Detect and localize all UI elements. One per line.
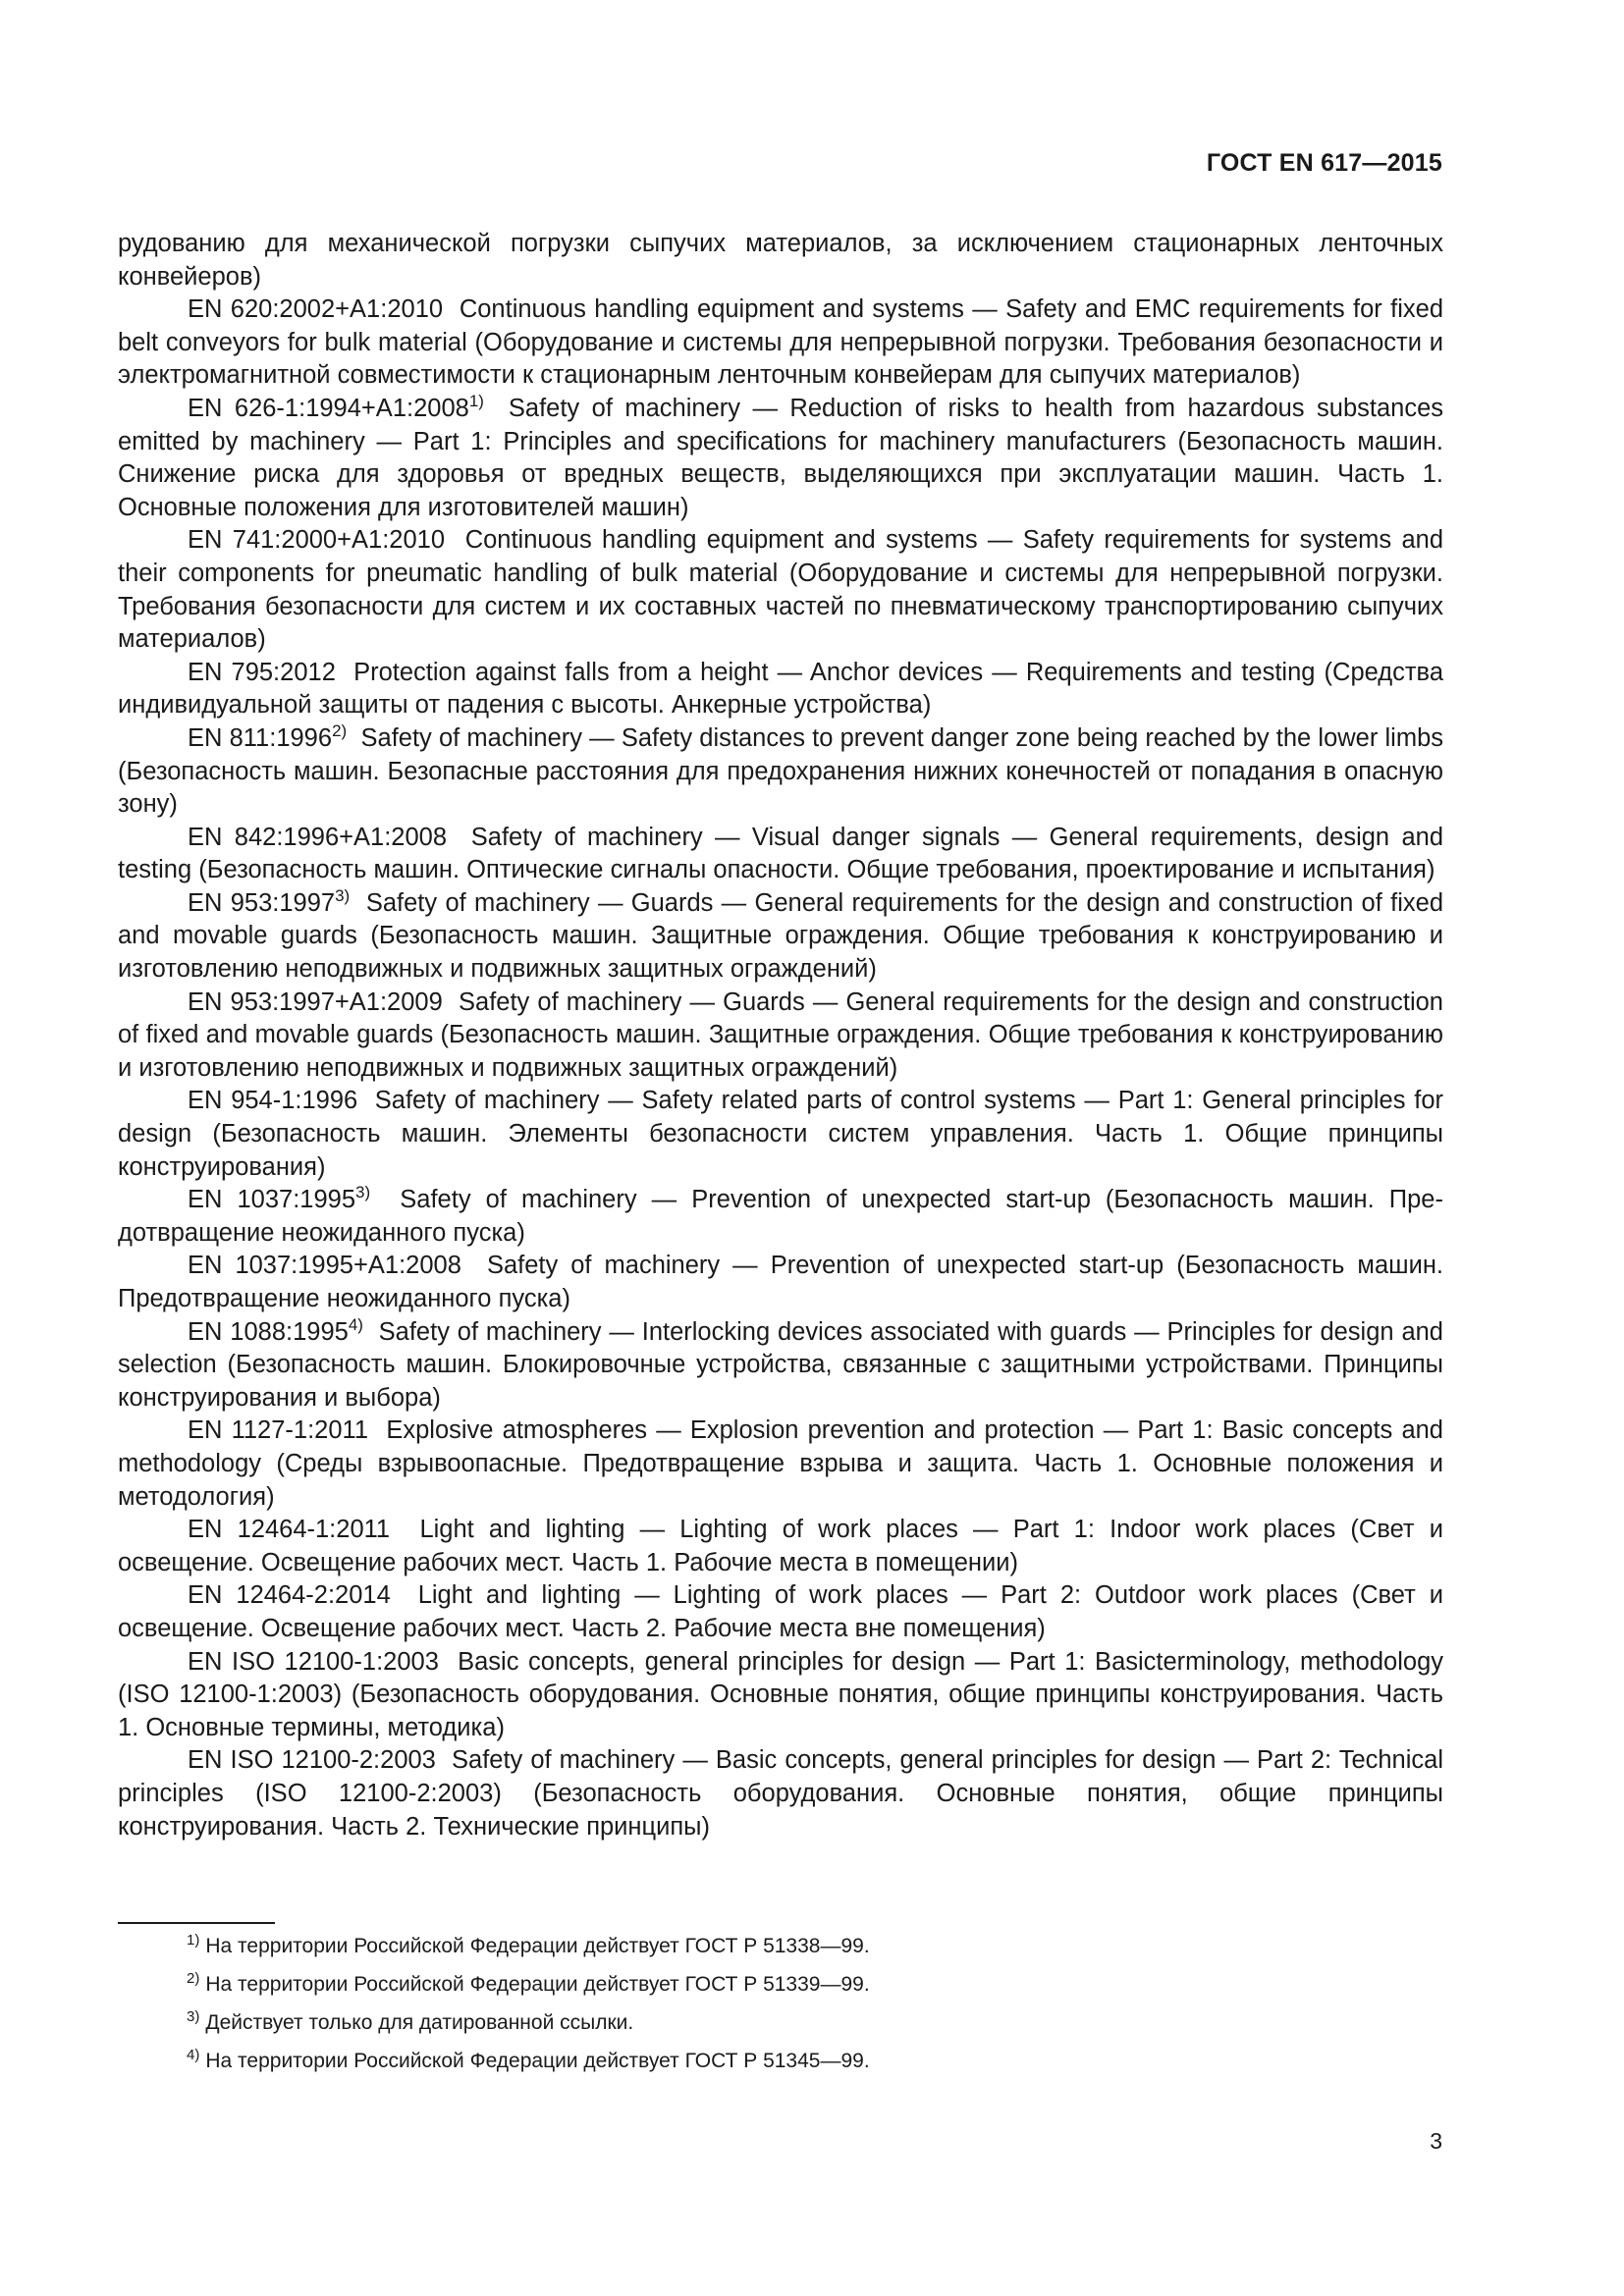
reference-title: Protection against falls from a height — Anchor devices — Requirements and testing (Средства индивидуальной защиты от падения с высоты. Анкерные устройства)	[118, 658, 1444, 720]
footnote-mark: 1)	[187, 1932, 200, 1949]
reference-entry	[118, 1250, 1443, 1315]
reference-entry	[118, 887, 1443, 987]
reference-title: Safety of machinery — Interlocking devices associated with guards — Principles for design and selection (Безопасность машин. Блокировочные устройства, связанные с защитными устройствами. Принципы конструирования и выбора)	[118, 1317, 1443, 1412]
footnote-item	[187, 2049, 1365, 2074]
footnote-mark: 2)	[187, 1970, 200, 1987]
reference-entry	[118, 294, 1443, 393]
reference-entry	[118, 1579, 1443, 1645]
reference-title: Safety of machinery — Prevention of unexpected start-up (Безопасность машин. Предотвращение неожиданного пуска)	[118, 1186, 1443, 1247]
reference-entry	[118, 1316, 1443, 1415]
footnote-item	[187, 2010, 1365, 2036]
reference-title: Basic concepts, general principles for design — Part 1: Basicterminology, methodology (ISO 12100-1:2003) (Безопасность оборудования. Основные понятия, общие принципы конструирования. Часть 1. Основные термины, методика)	[118, 1647, 1444, 1741]
reference-entry	[118, 1514, 1443, 1579]
reference-title: Continuous handling equipment and systems — Safety requirements for systems and their components for pneumatic handling of bulk material (Оборудование и системы для непрерывной погрузки. Требования безопасности для систем и их составных частей по пневматическому транспортированию сыпучих материалов)	[118, 526, 1443, 654]
reference-title: Safety of machinery — Reduction of risks to health from hazardous substances emitted by machinery — Part 1: Principles and specifications for machinery manufacturers (Безопасность машин. Снижение риска для здоровья от вредных веществ, выделяющихся при эксплуатации машин. Часть 1. Основные положения для изготовителей машин)	[118, 394, 1444, 521]
reference-entry	[118, 1085, 1443, 1184]
reference-code: EN 1127-1:2011	[188, 1416, 369, 1445]
reference-title: Light and lighting — Lighting of work places — Part 1: Indoor work places (Свет и освещение. Освещение рабочих мест. Часть 1. Рабочие места в помещении)	[118, 1516, 1444, 1576]
reference-entry	[118, 722, 1443, 822]
reference-entry	[118, 1184, 1443, 1250]
footnotes	[187, 1934, 1365, 2087]
reference-code: EN 954-1:1996	[188, 1087, 358, 1115]
reference-code: EN 811:1996	[188, 723, 333, 752]
footnote-marker: 3)	[335, 885, 351, 905]
reference-code: EN 953:1997	[188, 888, 336, 917]
footnote-text: На территории Российской Федерации действует ГОСТ Р 51345—99.	[205, 2050, 870, 2072]
reference-code: EN 1037:1995	[188, 1186, 356, 1214]
reference-code: EN 626-1:1994+A1:2008	[188, 394, 469, 422]
reference-title: Safety of machinery — Safety related parts of control systems — Part 1: General principles for design (Безопасность машин. Элементы безопасности систем управления. Часть 1. Общие принципы конструирования)	[118, 1087, 1443, 1181]
reference-code: EN 1088:1995	[188, 1317, 349, 1346]
footnote-marker: 3)	[355, 1183, 371, 1202]
reference-entry	[118, 822, 1443, 887]
footnote-separator	[118, 1922, 275, 1924]
reference-code: EN ISO 12100-2:2003	[188, 1746, 436, 1775]
reference-code: EN 620:2002+A1:2010	[188, 295, 444, 324]
reference-code: EN 1037:1995+A1:2008	[188, 1252, 461, 1280]
footnote-text: Действует только для датированной ссылки.	[205, 2011, 634, 2034]
reference-code: EN 953:1997+A1:2009	[188, 988, 443, 1016]
reference-code: EN 795:2012	[188, 658, 336, 686]
footnote-marker: 1)	[468, 391, 484, 410]
reference-code: EN 12464-2:2014	[188, 1581, 391, 1610]
normative-references-body	[118, 228, 1443, 1843]
reference-title: Safety of machinery — Prevention of unexpected start-up (Безопасность машин. Предотвращение неожиданного пуска)	[118, 1252, 1444, 1312]
reference-title: Safety of machinery — Basic concepts, general principles for design — Part 2: Technical principles (ISO 12100-2:2003) (Безопасность оборудования. Основные понятия, общие принципы конструирования. Часть 2. Технические принципы)	[118, 1746, 1444, 1841]
footnote-marker: 2)	[332, 721, 348, 740]
footnote-mark: 3)	[187, 2008, 200, 2025]
reference-code: EN 12464-1:2011	[188, 1516, 391, 1544]
reference-entry	[118, 393, 1443, 524]
footnote-text: На территории Российской Федерации действует ГОСТ Р 51339—99.	[205, 1973, 870, 1996]
intro-continuation: рудованию для механической погрузки сыпучих материалов, за исключением стационарных ленточных конвейеров)	[118, 230, 1443, 291]
footnote-text: На территории Российской Федерации действует ГОСТ Р 51338—99.	[205, 1935, 870, 1957]
reference-title: Light and lighting — Lighting of work places — Part 2: Outdoor work places (Свет и освещение. Освещение рабочих мест. Часть 2. Рабочие места вне помещения)	[118, 1581, 1443, 1642]
reference-entry	[118, 657, 1443, 722]
reference-code: EN 741:2000+A1:2010	[188, 526, 446, 555]
reference-title: Explosive atmospheres — Explosion prevention and protection — Part 1: Basic concepts and methodology (Среды взрывоопасные. Предотвращение взрыва и защита. Часть 1. Основные положения и методология)	[118, 1416, 1443, 1511]
reference-title: Safety of machinery — Guards — General requirements for the design and construction of fixed and movable guards (Безопасность машин. Защитные ограждения. Общие требования к конструированию и изготовлению неподвижных и подвижных защитных ограждений)	[118, 988, 1443, 1082]
reference-title: Safety of machinery — Safety distances to prevent danger zone being reached by the lower limbs (Безопасность машин. Безопасные расстояния для предохранения нижних конечностей от попадания в опасную зону)	[118, 723, 1444, 819]
reference-title: Safety of machinery — Guards — General requirements for the design and construction of fixed and movable guards (Безопасность машин. Защитные ограждения. Общие требования к конструированию и изготовлению неподвижных и подвижных защитных ограждений)	[118, 888, 1443, 984]
reference-entry	[118, 1646, 1443, 1745]
reference-title: Safety of machinery — Visual danger signals — General requirements, design and testing (Безопасность машин. Оптические сигналы опасности. Общие требования, проектирование и испытания)	[118, 823, 1444, 884]
reference-code: EN 842:1996+A1:2008	[188, 823, 448, 851]
footnote-mark: 4)	[187, 2047, 200, 2063]
footnote-item	[187, 1972, 1365, 1998]
page-number: 3	[1430, 2128, 1442, 2154]
reference-code: EN ISO 12100-1:2003	[188, 1647, 439, 1676]
reference-entry	[118, 1744, 1443, 1843]
footnote-marker: 4)	[348, 1314, 363, 1334]
reference-entry	[118, 524, 1443, 656]
reference-entry	[118, 987, 1443, 1086]
reference-entry	[118, 1415, 1443, 1514]
footnote-item	[187, 1934, 1365, 1959]
document-header: ГОСТ EN 617—2015	[1206, 149, 1442, 177]
reference-title: Continuous handling equipment and systems — Safety and EMC requirements for fixed belt conveyors for bulk material (Оборудование и системы для непрерывной погрузки. Требования безопасности и электромагнитной совместимости к стационарным ленточным конвейерам для сыпучих материалов)	[118, 295, 1443, 390]
